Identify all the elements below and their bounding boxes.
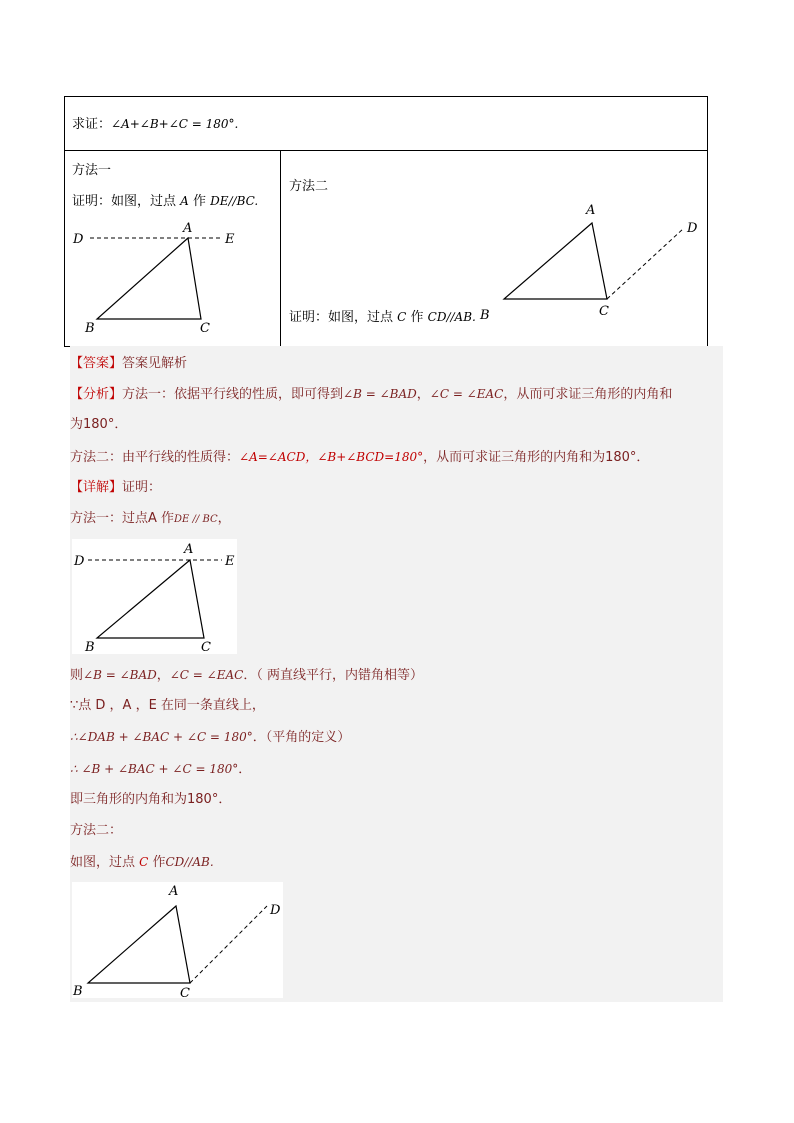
table-header-row	[65, 97, 707, 151]
conclusion-line: 即三角形的内角和为180°．	[70, 792, 232, 807]
label-a: A	[169, 884, 179, 899]
label-e: E	[225, 232, 235, 247]
label-c: C	[180, 986, 190, 998]
triangle-figure-method-two	[481, 201, 706, 326]
method-two-construction: 如图，过点 C 作CD∕∕AB.	[70, 855, 214, 870]
therefore-line-1: ∴∠DAB + ∠BAC + ∠C = 180°．（平角的定义）	[70, 730, 351, 745]
label-c: C	[201, 640, 211, 654]
method-two-title: 方法二	[289, 179, 329, 194]
line-cd	[190, 906, 267, 983]
detail-line: 【详解】证明：	[70, 480, 162, 495]
answer-line: 【答案】答案见解析	[70, 356, 188, 371]
solution-figure-one	[72, 539, 237, 654]
method-two-proof: 证明：如图，过点 C 作 CD∕∕AB. B	[289, 308, 490, 325]
analysis-line-2: 为180°．	[70, 417, 128, 432]
method-two-heading: 方法二：	[70, 823, 123, 838]
label-b: B	[479, 308, 490, 323]
method-one-proof: 证明：如图，过点 A 作 DE∕∕BC.	[72, 194, 259, 209]
method-one-title: 方法一	[72, 163, 112, 178]
label-e: E	[225, 554, 235, 569]
then-line: 则∠B = ∠BAD，∠C = ∠EAC．（ 两直线平行，内错角相等）	[70, 668, 423, 683]
label-d: D	[270, 903, 281, 918]
because-line: ∵点 D ，A ，E 在同一条直线上，	[70, 698, 265, 713]
analysis-line-1: 【分析】方法一：依据平行线的性质，即可得到∠B = ∠BAD，∠C = ∠EAC，从而可求证三角形的内角和	[70, 387, 673, 402]
label-d: D	[687, 221, 698, 236]
label-d: D	[74, 554, 85, 569]
method-two-cell	[281, 151, 707, 346]
label-d: D	[73, 232, 84, 247]
label-c: C	[599, 304, 609, 319]
triangle-abc	[88, 906, 190, 983]
label-b: B	[73, 984, 83, 998]
solution-figure-two	[72, 882, 283, 998]
label-b: B	[85, 321, 95, 336]
line-cd	[607, 228, 684, 299]
method-one-cell	[65, 151, 281, 346]
method-one-construction: 方法一：过点A 作DE // BC，	[70, 511, 231, 526]
label-a: A	[183, 221, 193, 236]
triangle-abc	[97, 560, 204, 638]
triangle-abc	[97, 238, 201, 319]
prove-statement: 求证：∠A+∠B+∠C = 180°.	[72, 117, 239, 132]
triangle-abc	[504, 223, 607, 299]
label-a: A	[586, 203, 596, 218]
therefore-line-2: ∴ ∠B + ∠BAC + ∠C = 180°．	[70, 762, 252, 777]
label-b: B	[85, 640, 95, 654]
analysis-method-two: 方法二：由平行线的性质得：∠A=∠ACD，∠B+∠BCD=180°，从而可求证三角形的内角和为180°．	[70, 450, 650, 465]
label-a: A	[184, 542, 194, 557]
problem-table	[64, 96, 708, 347]
triangle-figure-method-one	[65, 219, 280, 344]
label-c: C	[200, 321, 210, 336]
